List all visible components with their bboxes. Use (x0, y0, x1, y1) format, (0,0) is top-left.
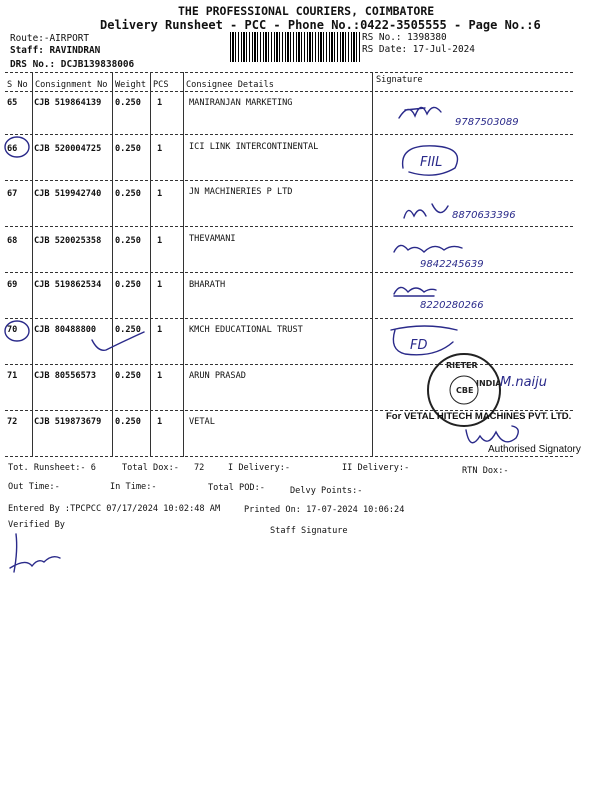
row-sno: 67 (7, 189, 18, 199)
table-bottom-rule (5, 456, 573, 457)
tick-mark (88, 330, 148, 358)
row-rule (5, 134, 573, 135)
row-weight: 0.250 (115, 325, 141, 335)
staff-signature-label: Staff Signature (270, 526, 348, 536)
row-consignee: KMCH EDUCATIONAL TRUST (189, 325, 303, 335)
signature-phone: 9787503089 (455, 117, 519, 128)
signature-text: M.naiju (500, 375, 548, 390)
signature-scribble (395, 96, 455, 126)
row-sno: 70 (7, 325, 18, 335)
row-rule (5, 272, 573, 273)
signature-scribble (400, 198, 455, 226)
company-title: THE PROFESSIONAL COURIERS, COIMBATORE (178, 4, 435, 18)
out-time: Out Time:- (8, 482, 60, 492)
row-sno: 65 (7, 98, 18, 108)
row-consignment: CJB 80488800 (34, 325, 97, 335)
row-consignee: VETAL (189, 417, 215, 427)
row-pcs: 1 (157, 144, 163, 154)
col-header-consignee: Consignee Details (186, 80, 274, 90)
signature-text: FD (410, 338, 428, 353)
row-consignee: ARUN PRASAD (189, 371, 246, 381)
row-weight: 0.250 (115, 144, 141, 154)
row-weight: 0.250 (115, 417, 141, 427)
row-sno: 69 (7, 280, 18, 290)
entered-by: Entered By :TPCPCC 07/17/2024 10:02:48 AM (8, 504, 221, 514)
route-label: Route:-AIRPORT (10, 33, 90, 44)
row-weight: 0.250 (115, 98, 141, 108)
row-pcs: 1 (157, 371, 163, 381)
col-header-sno: S No (7, 80, 28, 90)
runsheet-subtitle: Delivery Runsheet - PCC - Phone No.:0422-3505555 - Page No.:6 (100, 18, 541, 32)
row-circle-mark (3, 134, 33, 160)
signature-scribble (390, 236, 470, 260)
row-rule (5, 180, 573, 181)
row-rule (5, 226, 573, 227)
row-rule (5, 318, 573, 319)
total-pod: Total POD:- (208, 483, 265, 493)
verifier-signature (6, 528, 66, 580)
printed-on: Printed On: 17-07-2024 10:06:24 (244, 505, 405, 515)
row-consignment: CJB 520004725 (34, 144, 102, 154)
row-consignment: CJB 519864139 (34, 98, 102, 108)
signature-text: FIIL (420, 155, 443, 170)
row-consignment: CJB 519862534 (34, 280, 102, 290)
row-pcs: 1 (157, 236, 163, 246)
col-header-signature: Signature (376, 75, 423, 85)
barcode-image (230, 32, 360, 62)
drs-label: DRS No.: DCJB139838006 (10, 59, 135, 70)
verified-by: Verified By (8, 520, 65, 530)
col-divider (112, 72, 113, 457)
row-weight: 0.250 (115, 189, 141, 199)
table-top-rule (5, 72, 573, 73)
row-pcs: 1 (157, 98, 163, 108)
row-sno: 66 (7, 144, 18, 154)
row-consignment: CJB 520025358 (34, 236, 102, 246)
rtn-dox: RTN Dox:- (462, 466, 509, 476)
row-consignee: JN MACHINERIES P LTD (189, 187, 293, 197)
row-consignment: CJB 80556573 (34, 371, 97, 381)
col-divider (183, 72, 184, 457)
delvy-points: Delvy Points:- (290, 486, 363, 496)
col-divider (32, 72, 33, 457)
row-consignment: CJB 519873679 (34, 417, 102, 427)
row-circle-mark (3, 318, 33, 344)
row-consignee: BHARATH (189, 280, 226, 290)
signature-phone: 9842245639 (420, 259, 484, 270)
row-consignee: ICI LINK INTERCONTINENTAL (189, 142, 319, 152)
in-time: In Time:- (110, 482, 157, 492)
row-pcs: 1 (157, 325, 163, 335)
col-header-pcs: PCS (153, 80, 169, 90)
ii-delivery: II Delivery:- (342, 463, 410, 473)
row-sno: 72 (7, 417, 18, 427)
i-delivery: I Delivery:- (228, 463, 291, 473)
staff-label: Staff: RAVINDRAN (10, 45, 101, 56)
stamp-text: RIETER (446, 361, 478, 370)
authorised-signatory: Authorised Signatory (488, 444, 581, 455)
table-header-rule (5, 91, 573, 92)
row-sno: 71 (7, 371, 18, 381)
row-consignment: CJB 519942740 (34, 189, 102, 199)
vetal-company-stamp: For VETAL HITECH MACHINES PVT. LTD. (386, 411, 572, 422)
total-dox-value: 72 (194, 463, 205, 473)
signature-phone: 8870633396 (452, 210, 516, 221)
row-consignee: MANIRANJAN MARKETING (189, 98, 293, 108)
rs-date: RS Date: 17-Jul-2024 (362, 44, 475, 55)
row-weight: 0.250 (115, 280, 141, 290)
col-divider (150, 72, 151, 457)
row-consignee: THEVAMANI (189, 234, 236, 244)
tot-runsheet: Tot. Runsheet:- 6 (8, 463, 96, 473)
stamp-text: CBE (456, 386, 474, 395)
stamp-text: INDIA (476, 379, 502, 388)
row-pcs: 1 (157, 417, 163, 427)
signature-scribble (390, 280, 440, 300)
row-sno: 68 (7, 236, 18, 246)
row-pcs: 1 (157, 189, 163, 199)
row-pcs: 1 (157, 280, 163, 290)
col-header-consignment: Consignment No (35, 80, 108, 90)
signature-phone: 8220280266 (420, 300, 484, 311)
rs-number: RS No.: 1398380 (362, 32, 447, 43)
row-weight: 0.250 (115, 236, 141, 246)
col-header-weight: Weight (115, 80, 147, 90)
total-dox-label: Total Dox:- (122, 463, 179, 473)
row-weight: 0.250 (115, 371, 141, 381)
col-divider (372, 72, 373, 457)
